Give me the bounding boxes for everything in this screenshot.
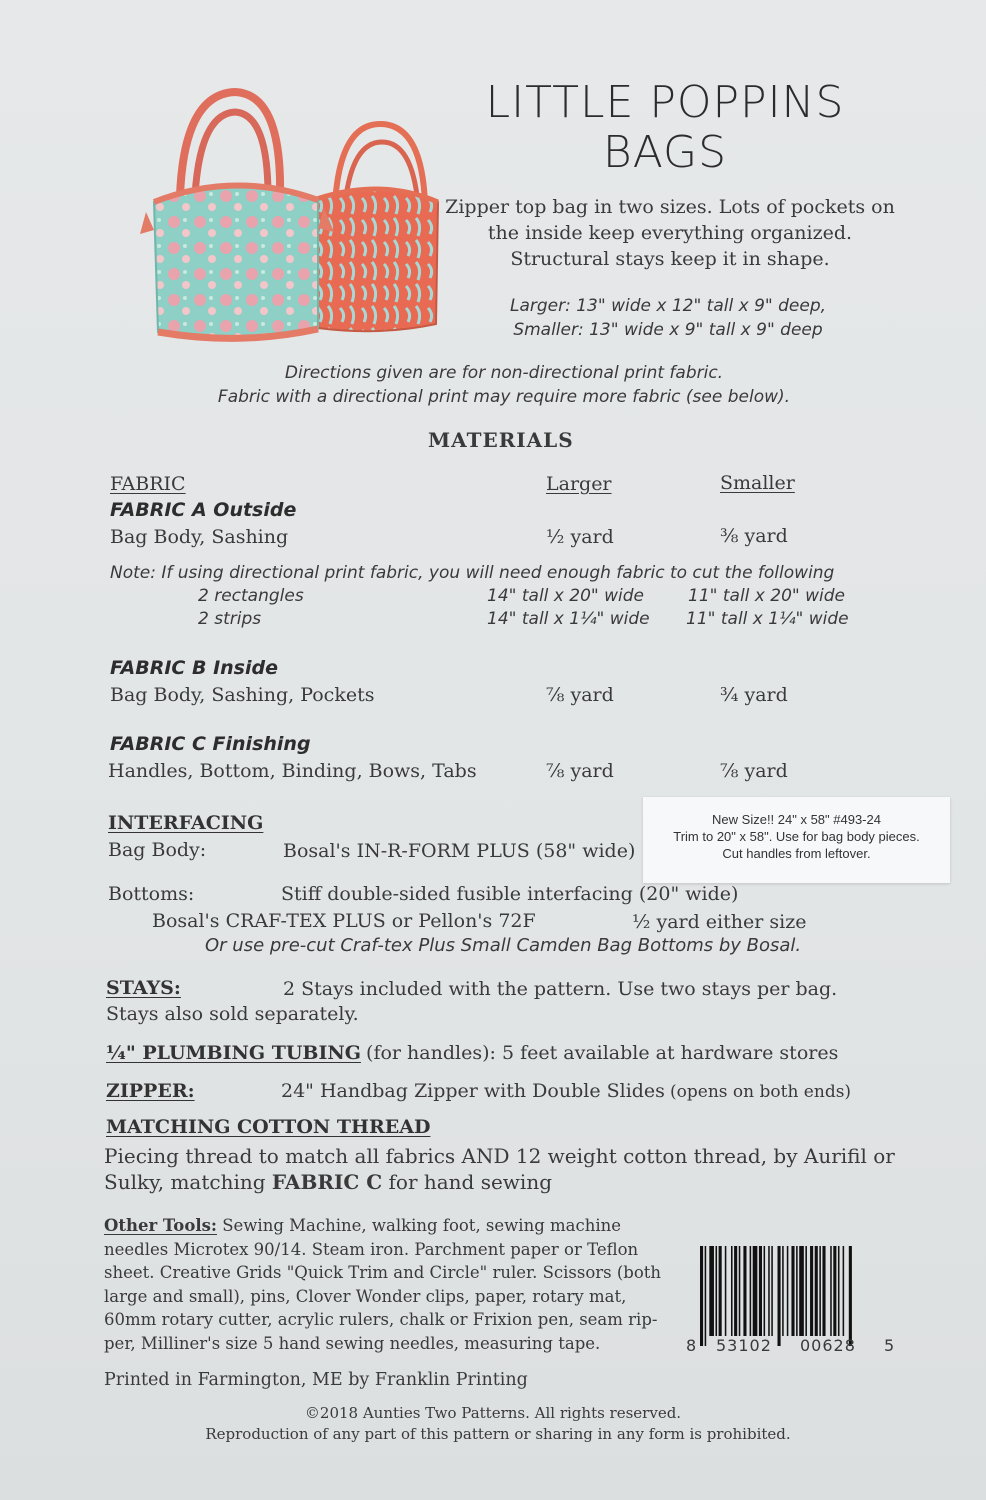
note-rect-label: 2 rectangles <box>198 586 304 606</box>
tools-line-3: sheet. Creative Grids "Quick Trim and Circle" ruler. Scissors (both <box>104 1263 662 1282</box>
fabric-c-title: FABRIC C Finishing <box>110 733 311 755</box>
size-dimensions <box>428 294 908 342</box>
title-line-1: LITTLE POPPINS <box>485 77 845 128</box>
tools-line-1: Sewing Machine, walking foot, sewing machine <box>216 1216 622 1235</box>
other-tools <box>104 1214 661 1355</box>
fabric-c-smaller: ⅞ yard <box>720 760 788 782</box>
bottoms-label: Bottoms: <box>108 883 195 905</box>
sticker-line-2: Trim to 20" x 58". Use for bag body pieces. <box>673 829 920 844</box>
size-smaller: Smaller: 13" wide x 9" tall x 9" deep <box>513 320 823 340</box>
fabric-a-larger: ½ yard <box>546 526 614 548</box>
directions-line-2: Fabric with a directional print may require more fabric (see below). <box>217 387 791 407</box>
note-rect-smaller: 11" tall x 20" wide <box>688 586 845 606</box>
tools-line-2: needles Microtex 90/14. Steam iron. Parchment paper or Teflon <box>104 1239 639 1259</box>
fabric-heading: FABRIC <box>110 473 186 495</box>
bottoms-value: Stiff double-sided fusible interfacing (20" wide) <box>281 883 739 905</box>
fabric-b-title: FABRIC B Inside <box>110 657 278 679</box>
tubing-heading: ¼" PLUMBING TUBING <box>106 1042 361 1064</box>
tools-heading: Other Tools: <box>104 1216 217 1235</box>
tools-line-6: per, Milliner's size 5 hand sewing needles, measuring tape. <box>104 1333 601 1353</box>
fabric-b-smaller: ¾ yard <box>720 684 788 706</box>
fabric-c-item: Handles, Bottom, Binding, Bows, Tabs <box>108 760 477 782</box>
bags-photo <box>140 84 440 349</box>
barcode-digits-3: 00628 <box>800 1336 856 1355</box>
printed-credit: Printed in Farmington, ME by Franklin Printing <box>104 1370 528 1390</box>
stays-line-2: Stays also sold separately. <box>106 1003 359 1025</box>
tools-line-4: large and small), pins, Clover Wonder clips, paper, rotary mat, <box>104 1286 627 1306</box>
note-rect-larger: 14" tall x 20" wide <box>487 586 644 606</box>
fabric-b-item: Bag Body, Sashing, Pockets <box>110 684 375 706</box>
fabric-b-larger: ⅞ yard <box>546 684 614 706</box>
fabric-a-item: Bag Body, Sashing <box>110 526 289 548</box>
size-larger: Larger: 13" wide x 12" tall x 9" deep, <box>509 296 827 316</box>
col-larger-heading: Larger <box>546 473 612 495</box>
fabric-a-smaller: ⅜ yard <box>720 525 788 547</box>
thread-line-1: Piecing thread to match all fabrics AND 12 weight cotton thread, by Aurifil or <box>104 1144 895 1168</box>
title-line-2: BAGS <box>602 127 728 178</box>
thread-fabric-c: FABRIC C <box>271 1170 383 1194</box>
note-strip-smaller: 11" tall x 1¼" wide <box>686 609 849 629</box>
tools-line-5: 60mm rotary cutter, acrylic rulers, chalk or Frixion pen, seam rip- <box>104 1310 658 1329</box>
reproduction-notice: Reproduction of any part of this pattern or sharing in any form is prohibited. <box>205 1425 791 1443</box>
thread-line-2 <box>104 1170 552 1194</box>
sticker-line-1: New Size!! 24" x 58" #493-24 <box>712 812 881 827</box>
intro-line-1: Zipper top bag in two sizes. Lots of pockets on <box>445 196 895 218</box>
tubing-suffix: (for handles): 5 feet available at hardware stores <box>366 1042 839 1064</box>
interfacing-body-value: Bosal's IN-R-FORM PLUS (58" wide) <box>283 840 636 862</box>
fabric-c-larger: ⅞ yard <box>546 760 614 782</box>
note-strip-larger: 14" tall x 1¼" wide <box>487 609 650 629</box>
zipper-row <box>281 1080 851 1102</box>
fabric-a-title: FABRIC A Outside <box>110 499 297 521</box>
page-title <box>435 78 895 178</box>
barcode-digit-1: 8 <box>686 1336 697 1355</box>
new-size-sticker <box>643 797 950 883</box>
directions-line-1: Directions given are for non-directional print fabric. <box>284 363 724 383</box>
copyright: ©2018 Aunties Two Patterns. All rights reserved. <box>304 1404 682 1422</box>
materials-heading: MATERIALS <box>428 428 574 452</box>
thread-line-2-start: Sulky, matching <box>104 1170 272 1194</box>
barcode-digits-2: 53102 <box>716 1336 772 1355</box>
directions-note <box>104 361 904 409</box>
directional-note: Note: If using directional print fabric, you will need enough fabric to cut the following <box>110 563 835 583</box>
thread-line-2-end: for hand sewing <box>382 1170 553 1194</box>
intro-text <box>420 194 920 272</box>
zipper-value: 24" Handbag Zipper with Double Slides <box>281 1080 665 1102</box>
barcode-digit-4: 5 <box>884 1336 895 1355</box>
tubing-row <box>106 1042 838 1064</box>
thread-heading: MATCHING COTTON THREAD <box>106 1116 431 1138</box>
bottoms-brands: Bosal's CRAF-TEX PLUS or Pellon's 72F <box>152 910 536 932</box>
zipper-note: (opens on both ends) <box>670 1082 852 1102</box>
note-strip-label: 2 strips <box>198 609 262 629</box>
col-smaller-heading: Smaller <box>720 472 795 494</box>
interfacing-body-label: Bag Body: <box>108 839 207 861</box>
sticker-line-3: Cut handles from leftover. <box>722 846 871 861</box>
barcode <box>686 1246 895 1364</box>
stays-heading: STAYS: <box>106 977 181 999</box>
bottoms-amount: ½ yard either size <box>632 911 807 933</box>
interfacing-heading: INTERFACING <box>108 812 264 834</box>
bottoms-alternative: Or use pre-cut Craf-tex Plus Small Camden Bag Bottoms by Bosal. <box>205 935 802 956</box>
barcode-bars <box>700 1246 894 1346</box>
intro-line-3: Structural stays keep it in shape. <box>510 248 830 270</box>
stays-line-1: 2 Stays included with the pattern. Use two stays per bag. <box>283 978 838 1000</box>
intro-line-2: the inside keep everything organized. <box>487 222 853 244</box>
zipper-heading: ZIPPER: <box>106 1080 195 1102</box>
